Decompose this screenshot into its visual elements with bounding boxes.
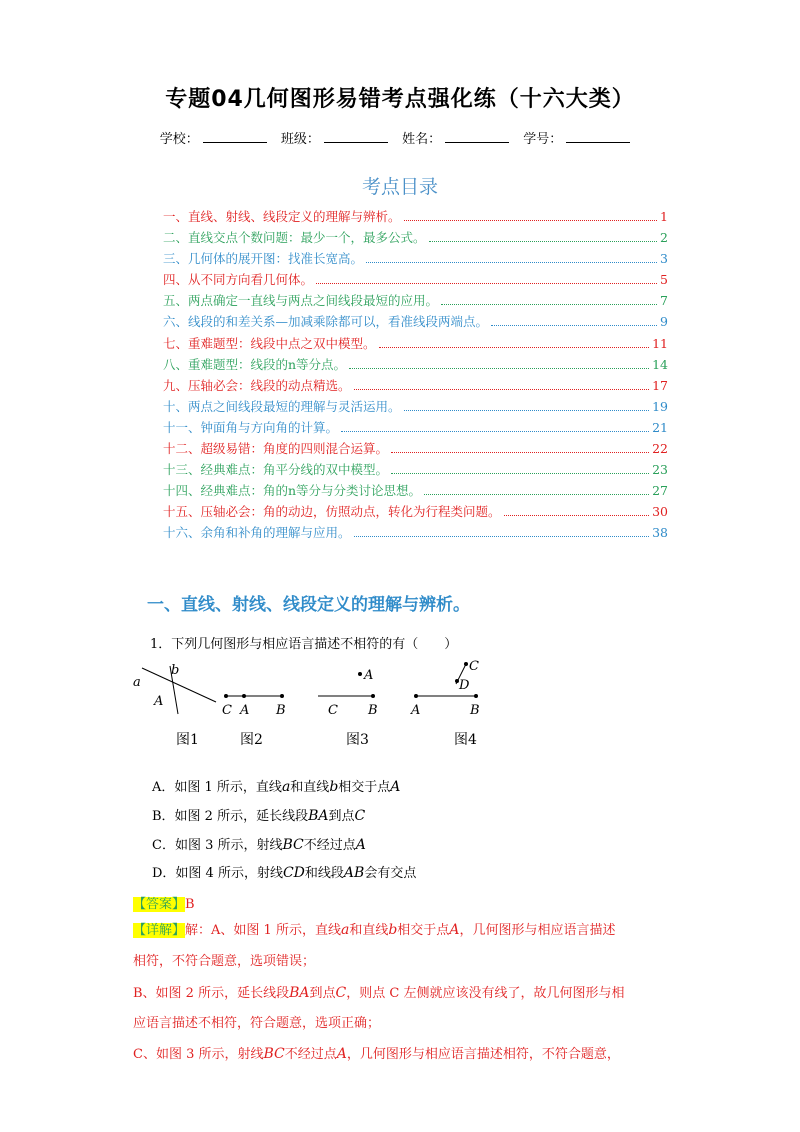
toc-item-page: 21 — [652, 419, 668, 435]
option-a-text2: 和直线 — [290, 780, 330, 795]
toc-item-page: 1 — [660, 209, 668, 224]
toc-item[interactable] — [163, 228, 668, 249]
toc-item-page: 14 — [652, 356, 668, 372]
point-B — [474, 694, 478, 698]
toc-item-page: 19 — [652, 398, 668, 414]
point-A — [242, 694, 246, 698]
label-fig4-D: D — [459, 678, 470, 693]
toc-item-label: 八、重难题型：线段的n等分点。 — [163, 356, 347, 372]
option-d-text2: 和线段 — [304, 866, 344, 881]
toc-item-page: 2 — [660, 230, 668, 246]
detail-var: BC — [263, 1046, 285, 1062]
toc-item[interactable] — [163, 207, 668, 228]
class-blank[interactable] — [324, 132, 388, 143]
label-fig2-A: A — [240, 703, 250, 718]
label-fig3-A: A — [364, 668, 374, 683]
toc-leader-dots — [391, 473, 649, 474]
option-d-var1: CD — [282, 865, 305, 881]
toc-item-label: 三、几何体的展开图：找准长宽高。 — [163, 251, 364, 267]
toc-item[interactable] — [163, 439, 668, 460]
toc-item-label: 十二、超级易错：角度的四则混合运算。 — [163, 441, 389, 457]
label-fig3-B: B — [368, 703, 378, 718]
detail-var: C — [335, 985, 347, 1001]
document-title: 专题04几何图形易错考点强化练（十六大类） — [165, 87, 635, 112]
detail-text: ，几何图形与相应语言描述相符，不符合题意， — [346, 1047, 620, 1062]
toc-leader-dots — [391, 452, 649, 453]
toc-item[interactable] — [163, 397, 668, 418]
detail-var: A — [449, 922, 460, 938]
label-fig4-A: A — [411, 703, 421, 718]
detail-text: B、如图 2 所示，延长线段 — [133, 986, 290, 1001]
toc-item-page: 5 — [660, 272, 668, 288]
toc-item-label: 十六、余角和补角的理解与应用。 — [163, 525, 351, 541]
label-fig1-A: A — [154, 694, 164, 709]
answer-value: B — [185, 897, 195, 912]
toc-item-label: 四、从不同方向看几何体。 — [163, 272, 314, 288]
toc-item[interactable] — [163, 523, 668, 544]
figure-4 — [410, 659, 480, 718]
caption-fig2: 图2 — [240, 732, 263, 748]
option-d[interactable] — [152, 862, 416, 881]
toc-item[interactable] — [163, 376, 668, 397]
school-blank[interactable] — [203, 132, 267, 143]
toc-item-label: 十、两点之间线段最短的理解与灵活运用。 — [163, 398, 401, 414]
label-b: b — [171, 663, 180, 678]
answer-line — [133, 893, 195, 912]
toc-leader-dots — [341, 431, 649, 432]
name-label: 姓名： — [402, 132, 442, 147]
toc-item-page: 17 — [652, 377, 668, 393]
question-figures — [120, 656, 520, 756]
detail-line-4: 应语言描述不相符，符合题意，选项正确； — [133, 1016, 381, 1031]
option-a-text: A．如图 1 所示，直线 — [152, 780, 282, 795]
toc-item-label: 七、重难题型：线段中点之双中模型。 — [163, 335, 376, 351]
detail-text: 不经过点 — [284, 1047, 337, 1062]
toc-title: 考点目录 — [361, 176, 438, 198]
toc-leader-dots — [424, 494, 649, 495]
option-a-text3: 相交于点 — [338, 780, 391, 795]
detail-line-5 — [133, 1046, 663, 1063]
caption-fig1: 图1 — [176, 732, 199, 748]
toc-item-label: 十五、压轴必会：角的动边，仿照动点，转化为行程类问题。 — [163, 504, 501, 520]
toc-item[interactable] — [163, 312, 668, 333]
toc-item[interactable] — [163, 249, 668, 270]
detail-line-3 — [133, 985, 663, 1002]
detail-var: b — [388, 922, 398, 938]
option-d-text: D．如图 4 所示，射线 — [152, 866, 283, 881]
toc-leader-dots — [504, 515, 650, 516]
point-B — [280, 694, 284, 698]
section-title: 一、直线、射线、线段定义的理解与辨析。 — [147, 595, 470, 615]
label-fig3-C: C — [328, 703, 338, 718]
toc-item-page: 7 — [660, 293, 668, 309]
toc-item[interactable] — [163, 460, 668, 481]
caption-fig4: 图4 — [454, 732, 477, 748]
option-b[interactable] — [152, 805, 365, 824]
detail-text: ，则点 C 左侧就应该没有线了，故几何图形与相 — [346, 986, 625, 1001]
detail-line-2: 相符，不符合题意，选项错误； — [133, 954, 316, 969]
toc-item-label: 十一、钟面角与方向角的计算。 — [163, 419, 339, 435]
option-b-text: B．如图 2 所示，延长线段 — [152, 809, 309, 824]
toc-leader-dots — [429, 241, 658, 242]
toc-item-page: 38 — [652, 525, 668, 541]
option-b-var2: C — [354, 808, 366, 824]
option-c-var1: BC — [282, 837, 304, 853]
detail-line-1 — [133, 922, 663, 939]
option-c-text2: 不经过点 — [303, 838, 356, 853]
option-a-var3: A — [390, 779, 401, 795]
toc-item[interactable] — [163, 334, 668, 355]
option-d-text3: 会有交点 — [364, 866, 417, 881]
option-b-var1: BA — [308, 808, 329, 824]
point-B — [371, 694, 375, 698]
toc-leader-dots — [316, 283, 657, 284]
toc-item-page: 30 — [652, 504, 668, 520]
point-A — [414, 694, 418, 698]
toc-item-page: 9 — [660, 314, 668, 330]
caption-fig3: 图3 — [346, 732, 369, 748]
point-A — [358, 672, 362, 676]
toc-leader-dots — [366, 262, 657, 263]
option-c[interactable] — [152, 834, 366, 853]
id-label: 学号： — [523, 132, 563, 147]
label-fig4-B: B — [470, 703, 480, 718]
class-label: 班级： — [280, 132, 320, 147]
toc-item-label: 二、直线交点个数问题：最少一个，最多公式。 — [163, 230, 426, 246]
toc-leader-dots — [354, 389, 650, 390]
option-d-var2: AB — [343, 865, 365, 881]
detail-text: 到点 — [309, 986, 336, 1001]
point-C — [224, 694, 228, 698]
toc-item[interactable] — [163, 481, 668, 502]
name-blank[interactable] — [445, 132, 509, 143]
toc-item[interactable] — [163, 355, 668, 376]
point-C — [464, 662, 468, 666]
figure-2 — [222, 694, 286, 718]
toc-leader-dots — [404, 410, 650, 411]
label-fig2-C: C — [222, 703, 232, 718]
toc-item-page: 3 — [660, 251, 668, 267]
figure-1 — [133, 663, 216, 714]
toc-item-label: 九、压轴必会：线段的动点精选。 — [163, 377, 351, 393]
toc-item-label: 五、两点确定一直线与两点之间线段最短的应用。 — [163, 293, 439, 309]
toc-item[interactable] — [163, 291, 668, 312]
toc-leader-dots — [354, 536, 650, 537]
student-info-line — [0, 128, 800, 147]
toc-leader-dots — [441, 304, 657, 305]
toc-leader-dots — [379, 347, 650, 348]
table-of-contents — [163, 207, 668, 545]
toc-leader-dots — [404, 220, 658, 221]
toc-item[interactable] — [163, 418, 668, 439]
option-c-text: C．如图 3 所示，射线 — [152, 838, 283, 853]
toc-leader-dots — [349, 368, 649, 369]
detail-text: ，几何图形与相应语言描述 — [459, 923, 616, 938]
option-a-var2: b — [329, 779, 339, 795]
question-stem: 1．下列几何图形与相应语言描述不相符的有（ ） — [150, 637, 458, 652]
toc-item-page: 22 — [652, 441, 668, 457]
detail-var: BA — [289, 985, 310, 1001]
detail-text: 相交于点 — [397, 923, 450, 938]
toc-item-label: 十三、经典难点：角平分线的双中模型。 — [163, 462, 389, 478]
toc-item[interactable] — [163, 502, 668, 523]
label-a: a — [133, 675, 141, 690]
id-blank[interactable] — [566, 132, 630, 143]
option-b-text2: 到点 — [328, 809, 355, 824]
toc-item-page: 23 — [652, 462, 668, 478]
detail-text: 和直线 — [349, 923, 389, 938]
detail-text: C、如图 3 所示，射线 — [133, 1047, 264, 1062]
figure-3 — [318, 668, 378, 718]
detail-text: 解：A、如图 1 所示，直线 — [185, 923, 341, 938]
toc-item-label: 六、线段的和差关系—加减乘除都可以，看准线段两端点。 — [163, 314, 489, 330]
option-c-var2: A — [355, 837, 366, 853]
toc-item-page: 11 — [652, 335, 668, 351]
detail-var: a — [340, 922, 350, 938]
detail-var: A — [336, 1046, 347, 1062]
option-a-var1: a — [281, 779, 291, 795]
option-a[interactable] — [152, 776, 400, 795]
school-label: 学校： — [159, 132, 199, 147]
toc-item[interactable] — [163, 270, 668, 291]
answer-tag: 【答案】 — [133, 897, 186, 912]
toc-leader-dots — [491, 325, 657, 326]
toc-item-label: 一、直线、射线、线段定义的理解与辨析。 — [163, 209, 401, 224]
label-fig4-C: C — [469, 659, 479, 674]
label-fig2-B: B — [276, 703, 286, 718]
toc-item-label: 十四、经典难点：角的n等分与分类讨论思想。 — [163, 483, 422, 499]
toc-item-page: 27 — [652, 483, 668, 499]
detail-tag: 【详解】 — [133, 923, 186, 938]
